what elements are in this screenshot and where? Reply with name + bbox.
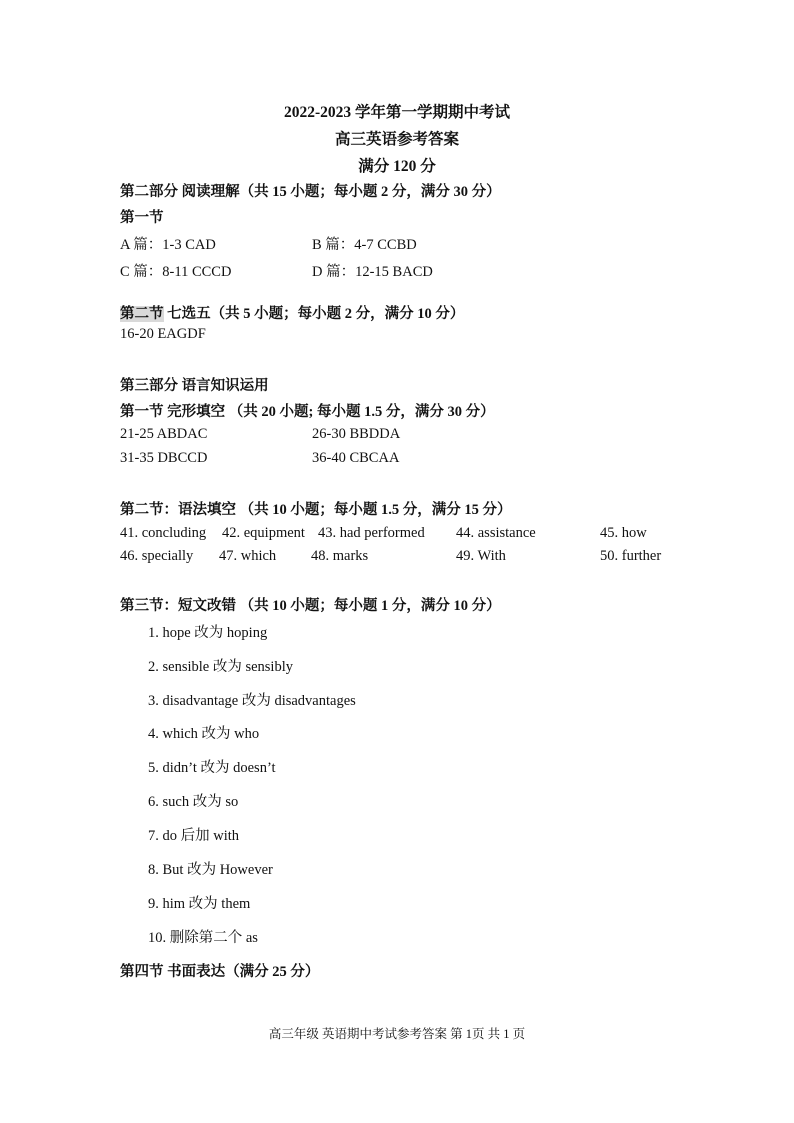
page-title: 2022-2023 学年第一学期期中考试 <box>283 104 511 121</box>
grammar-answer: 45. how <box>600 525 647 541</box>
reading-answer-a: A 篇：1-3 CAD <box>120 237 216 253</box>
correction-heading: 第三节：短文改错 （共 10 小题；每小题 1 分，满分 10 分） <box>120 598 501 614</box>
page-footer: 高三年级 英语期中考试参考答案 第 1页 共 1 页 <box>268 1027 526 1041</box>
reading-answer-d: D 篇：12-15 BACD <box>312 264 433 280</box>
cloze-answer: 21-25 ABDAC <box>120 426 208 442</box>
grammar-answer: 49. With <box>456 548 506 564</box>
grammar-heading: 第二节：语法填空 （共 10 小题；每小题 1.5 分，满分 15 分） <box>120 502 512 518</box>
grammar-answer: 42. equipment <box>222 525 305 541</box>
correction-item: 9. him 改为 them <box>148 896 251 912</box>
grammar-answer: 47. which <box>219 548 277 564</box>
cloze-heading: 第一节 完形填空 （共 20 小题; 每小题 1.5 分，满分 30 分） <box>120 404 495 420</box>
correction-item: 1. hope 改为 hoping <box>148 625 268 641</box>
reading-heading: 第二部分 阅读理解（共 15 小题；每小题 2 分，满分 30 分） <box>120 184 501 200</box>
correction-item: 4. which 改为 who <box>148 726 260 742</box>
correction-item: 6. such 改为 so <box>148 794 239 810</box>
cloze-answer: 26-30 BBDDA <box>312 426 401 442</box>
grammar-answer: 44. assistance <box>456 525 536 541</box>
grammar-answer: 46. specially <box>120 548 194 564</box>
reading-section2-answer: 16-20 EAGDF <box>120 326 206 342</box>
total-score: 满分 120 分 <box>358 158 436 175</box>
cloze-answer: 31-35 DBCCD <box>120 450 208 466</box>
reading-section2-rest: 七选五（共 5 小题；每小题 2 分，满分 10 分） <box>163 306 465 322</box>
correction-item: 3. disadvantage 改为 disadvantages <box>148 693 356 709</box>
correction-item: 5. didn’t 改为 doesn’t <box>148 760 276 776</box>
grammar-answer: 41. concluding <box>120 525 207 541</box>
correction-item: 7. do 后加 with <box>148 828 240 844</box>
cloze-answer: 36-40 CBCAA <box>312 450 400 466</box>
correction-item: 10. 删除第二个 as <box>148 930 258 946</box>
grammar-answer: 43. had performed <box>318 525 425 541</box>
correction-item: 8. But 改为 However <box>148 862 273 878</box>
reading-section1-title: 第一节 <box>120 210 164 226</box>
correction-item: 2. sensible 改为 sensibly <box>148 659 293 675</box>
page-subtitle: 高三英语参考答案 <box>334 131 459 148</box>
grammar-answer: 48. marks <box>311 548 369 564</box>
grammar-answer: 50. further <box>600 548 662 564</box>
reading-section2-label: 第二节 <box>120 306 164 322</box>
reading-section2-heading <box>120 302 464 323</box>
language-heading: 第三部分 语言知识运用 <box>120 378 269 394</box>
reading-answer-b: B 篇：4-7 CCBD <box>312 237 417 253</box>
reading-answer-c: C 篇：8-11 CCCD <box>120 264 232 280</box>
writing-heading: 第四节 书面表达（满分 25 分） <box>120 964 320 980</box>
